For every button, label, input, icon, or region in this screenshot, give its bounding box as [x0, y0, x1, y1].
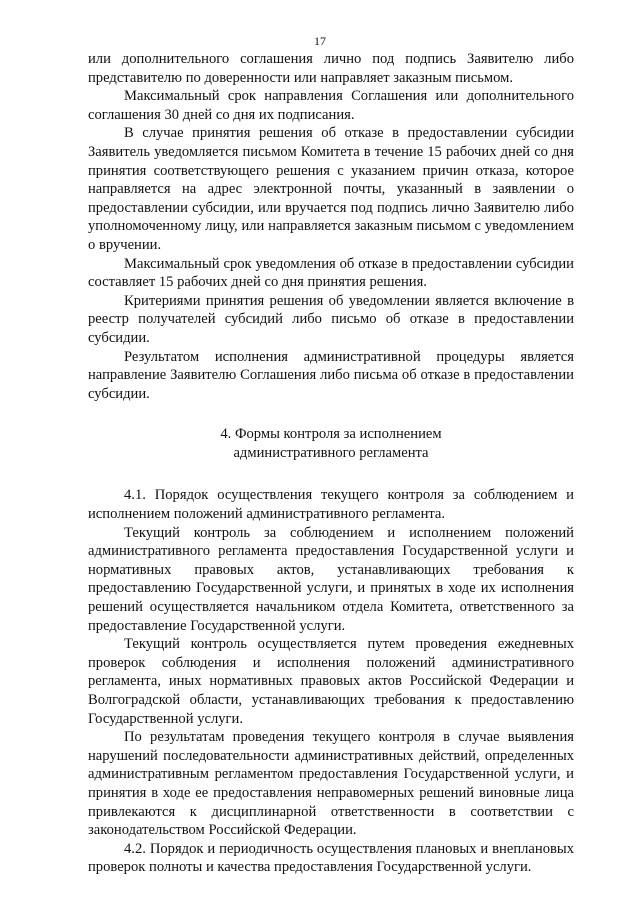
- paragraph-procedure-result: Результатом исполнения административной процедуры является направление Заявителю Соглашения либо письма об отказе в предоставлении субсидии.: [88, 348, 574, 402]
- paragraph-continuation: или дополнительного соглашения лично под подпись Заявителю либо представителю по доверенности или направляет заказным письмом.: [88, 51, 574, 86]
- paragraph-daily-checks: Текущий контроль осуществляется путем проведения ежедневных проверок соблюдения и исполнения положений административного регламента, иных нормативных правовых актов Российской Федерации и Волгоградской области, устанавливающих требования к предоставлению Государственной услуги.: [88, 636, 574, 727]
- page-number: 17: [314, 34, 326, 48]
- section-heading: [88, 425, 574, 462]
- section-heading-line-2: административного регламента: [233, 444, 429, 461]
- paragraph-4-2: 4.2. Порядок и периодичность осуществления плановых и внеплановых проверок полноты и качества предоставления Государственной услуги.: [88, 840, 574, 876]
- paragraph-decision-criteria: Критериями принятия решения об уведомлении является включение в реестр получателей субсидий либо письмо об отказе в предоставлении субсидии.: [88, 292, 574, 346]
- paragraph-max-term-agreement: Максимальный срок направления Соглашения или дополнительного соглашения 30 дней со дня их подписания.: [88, 88, 574, 123]
- section-heading-line-1: 4. Формы контроля за исполнением: [220, 426, 442, 443]
- document-body: [88, 50, 574, 877]
- paragraph-4-1: 4.1. Порядок осуществления текущего контроля за соблюдением и исполнением положений административного регламента.: [88, 487, 574, 523]
- paragraph-refusal-notification: В случае принятия решения об отказе в предоставлении субсидии Заявитель уведомляется письмом Комитета в течение 15 рабочих дней со дня принятия соответствующего решения с указанием причин отказа, которое направляется на адрес электронной почты, указанный в заявлении о предоставлении субсидии, или вручается под подпись лично Заявителю либо уполномоченному лицу, или направляется заказным письмом с уведомлением о вручении.: [88, 125, 574, 253]
- paragraph-current-control: Текущий контроль за соблюдением и исполнением положений административного регламента предоставления Государственной услуги и нормативных правовых актов, устанавливающих требования к предоставлению Государственной услуги, и принятых в ходе их исполнения решений осуществляется начальником отдела Комитета, ответственного за предоставление Государственной услуги.: [88, 524, 574, 634]
- paragraph-violations: По результатам проведения текущего контроля в случае выявления нарушений последовательности административных действий, определенных административным регламентом предоставления Государственной услуги, и принятия в ходе ее предоставления неправомерных решений виновные лица привлекаются к дисциплинарной ответственности в соответствии с законодательством Российской Федерации.: [88, 729, 574, 839]
- paragraph-max-term-refusal: Максимальный срок уведомления об отказе в предоставлении субсидии составляет 15 рабочих дней со дня принятия решения.: [88, 255, 574, 291]
